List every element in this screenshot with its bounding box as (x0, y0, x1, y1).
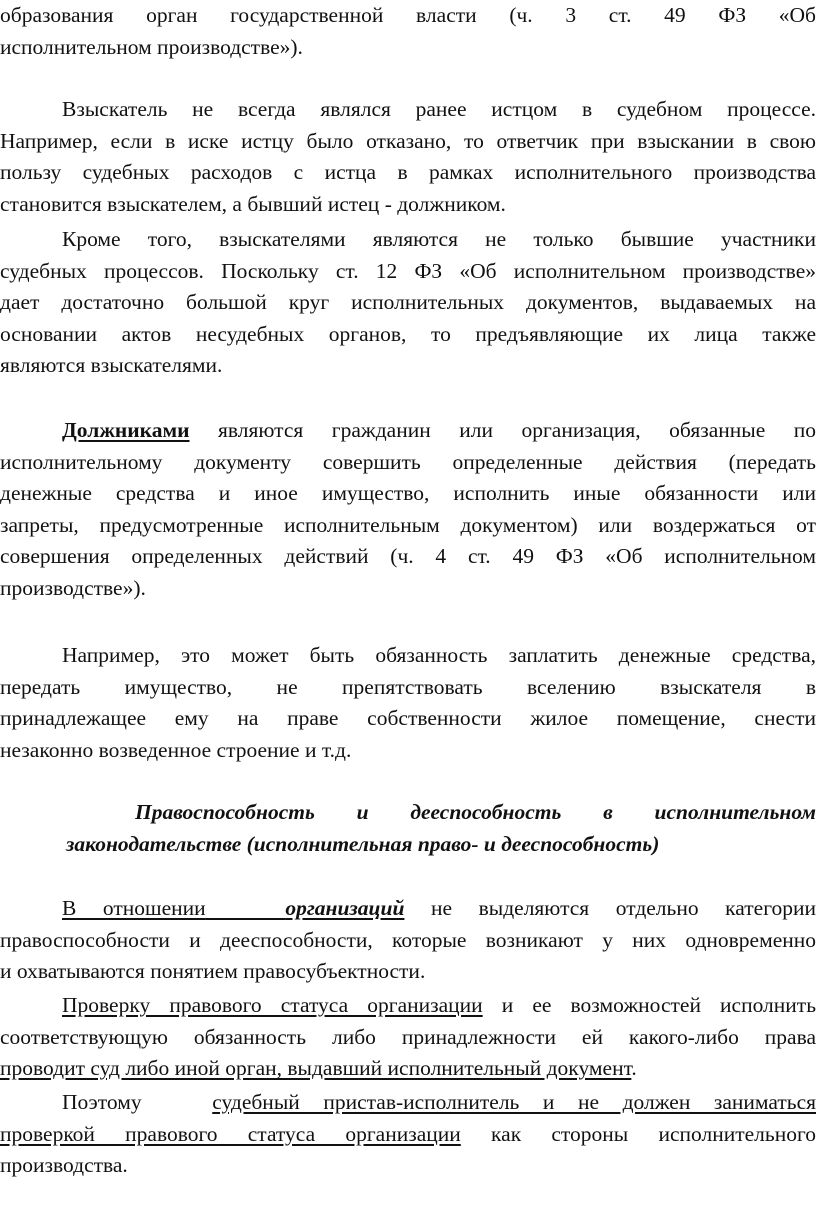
text-line: исполнительном производстве»). (0, 34, 303, 59)
term-debtors: Должниками (62, 418, 190, 442)
section-heading (0, 797, 816, 860)
paragraph-status-check (0, 990, 816, 1085)
text-line: производстве»). (0, 575, 146, 600)
paragraph-creditor-not-plaintiff (0, 94, 816, 220)
text-line: исполнительному документу совершить определенные действия (передать (0, 449, 816, 474)
text-line: пользу судебных расходов с истца в рамках исполнительного производства (0, 160, 816, 185)
text-fragment: В отношении (62, 896, 206, 920)
paragraph-creditor-authority (0, 0, 816, 63)
text-line (0, 1087, 816, 1119)
text-line: становится взыскателем, а бывший истец - должником. (0, 191, 506, 216)
text-fragment: являются гражданин или организация, обязанные по (189, 418, 816, 442)
text-line: Например, это может быть обязанность заплатить денежные средства, (62, 643, 816, 667)
text-line: образования орган государственной власти (ч. 3 ст. 49 ФЗ «Об (0, 3, 816, 27)
text-line: Например, если в иске истцу было отказано, то ответчик при взыскании в свою (0, 128, 816, 153)
text-line: правоспособности и дееспособности, которые возникают у них одновременно (0, 927, 816, 952)
text-fragment: как стороны исполнительного (460, 1121, 816, 1146)
text-line: Кроме того, взыскателями являются не только бывшие участники (62, 227, 816, 251)
text-line: денежные средства и иное имущество, исполнить иные обязанности или (0, 481, 816, 506)
term-organizations: организаций (285, 896, 405, 920)
text-fragment: . (631, 1056, 637, 1081)
text-line: соответствующую обязанность либо принадлежности ей какого-либо права (0, 1024, 816, 1049)
text-line (0, 1053, 816, 1085)
text-fragment: Проверку правового статуса организации (62, 993, 483, 1017)
text-line (0, 893, 816, 925)
text-fragment: и ее возможностей исполнить (482, 993, 816, 1017)
text-line: судебных процессов. Поскольку ст. 12 ФЗ «Об исполнительном производстве» (0, 258, 816, 283)
text-line: основании актов несудебных органов, то предъявляющие их лица также (0, 321, 816, 346)
text-fragment: проводит суд либо иной орган, выдавший исполнительный документ (0, 1056, 632, 1081)
text-fragment: судебный пристав-исполнитель и не должен заниматься (212, 1090, 816, 1114)
text-line: незаконно возведенное строение и т.д. (0, 737, 352, 762)
paragraph-bailiff (0, 1087, 816, 1182)
text-line: являются взыскателями. (0, 353, 223, 378)
paragraph-organizations (0, 893, 816, 988)
text-fragment: проверкой правового статуса организации (0, 1121, 461, 1146)
text-line (0, 415, 816, 447)
text-line: принадлежащее ему на праве собственности жилое помещение, снести (0, 706, 816, 731)
text-line: Взыскатель не всегда являлся ранее истцом в судебном процессе. (62, 97, 816, 121)
text-line: дает достаточно большой круг исполнительных документов, выдаваемых на (0, 290, 816, 315)
text-fragment (62, 896, 404, 920)
paragraph-non-judicial-creditors (0, 224, 816, 382)
paragraph-debtor-examples (0, 640, 816, 766)
text-fragment: Поэтому (62, 1090, 166, 1114)
paragraph-debtors-definition (0, 415, 816, 605)
text-fragment: не выделяются отдельно категории (404, 896, 816, 920)
text-line: запреты, предусмотренные исполнительным документом) или воздержаться от (0, 512, 816, 537)
heading-line: законодательстве (исполнительная право- и дееспособность) (66, 831, 660, 856)
text-line (0, 1119, 816, 1151)
text-line: совершения определенных действий (ч. 4 ст. 49 ФЗ «Об исполнительном (0, 544, 816, 569)
text-line: передать имущество, не препятствовать вселению взыскателя в (0, 674, 816, 699)
text-line: производства. (0, 1153, 128, 1178)
text-line (0, 990, 816, 1022)
heading-line: Правоспособность и дееспособность в исполнительном (135, 800, 816, 824)
text-line: и охватываются понятием правосубъектности. (0, 959, 426, 984)
